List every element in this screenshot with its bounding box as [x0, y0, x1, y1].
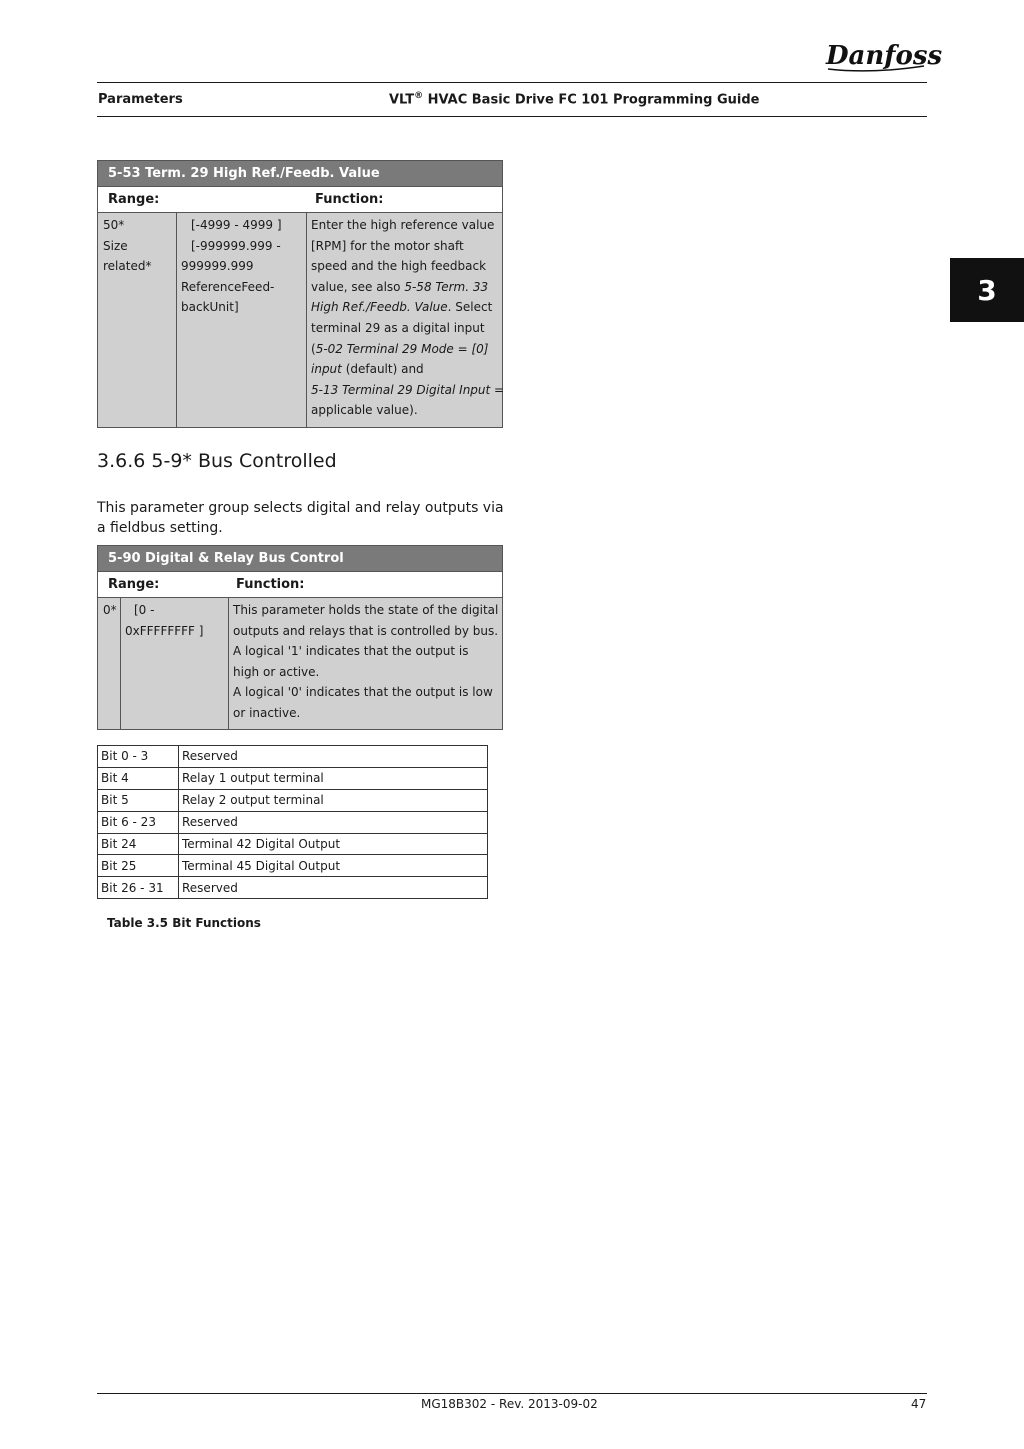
chapter-tab: 3	[950, 258, 1024, 322]
param-link-5-02: 5-02 Terminal 29 Mode = [0]	[315, 341, 489, 356]
table-row: Bit 0 - 3 Reserved	[98, 746, 488, 768]
function-cell: This parameter holds the state of the digital outputs and relays that is controlled by bus. A logical '1' indicates that the output is high or active. A logical '0' indicates that the output is low or inactive.	[233, 603, 499, 720]
footer-doc-code: MG18B302 - Rev. 2013-09-02	[421, 1397, 598, 1411]
range-label: Range:	[108, 577, 160, 592]
header-section: Parameters	[98, 92, 183, 107]
section-heading: 3.6.6 5-9* Bus Controlled	[97, 450, 337, 472]
header-bottom-rule	[97, 116, 927, 117]
danfoss-logo	[822, 36, 943, 76]
footer-rule	[97, 1393, 927, 1394]
table-row: Bit 25 Terminal 45 Digital Output	[98, 855, 488, 877]
section-intro: This parameter group selects digital and relay outputs via a fieldbus setting.	[97, 500, 504, 536]
table-caption: Table 3.5 Bit Functions	[107, 916, 261, 930]
param-5-90-body	[98, 598, 502, 729]
param-5-53-head	[98, 187, 502, 213]
table-row: Bit 6 - 23 Reserved	[98, 811, 488, 833]
function-label: Function:	[315, 192, 384, 207]
table-row: Bit 5 Relay 2 output terminal	[98, 789, 488, 811]
header-top-rule	[97, 82, 927, 83]
param-link-5-13: 5-13 Terminal 29 Digital Input =	[311, 382, 505, 397]
footer-page-number: 47	[911, 1397, 927, 1411]
param-5-53-body	[98, 213, 505, 427]
bit-functions-table	[97, 745, 488, 899]
table-row: Bit 24 Terminal 42 Digital Output	[98, 833, 488, 855]
function-label: Function:	[236, 577, 305, 592]
range-cell: [0 - 0xFFFFFFFF ]	[125, 603, 204, 638]
param-5-90-box	[97, 545, 503, 730]
range-label: Range:	[108, 192, 160, 207]
default-value-cell: 50* Size related*	[103, 218, 152, 274]
table-row: Bit 4 Relay 1 output terminal	[98, 767, 488, 789]
range-cell: [-4999 - 4999 ] [-999999.999 - 999999.999 ReferenceFeed- backUnit]	[181, 218, 282, 315]
param-5-53-title: 5-53 Term. 29 High Ref./Feedb. Value	[98, 161, 502, 187]
svg-text:Danfoss: Danfoss	[826, 41, 943, 71]
param-5-90-title: 5-90 Digital & Relay Bus Control	[98, 546, 502, 572]
header-title: VLT® HVAC Basic Drive FC 101 Programming Guide	[389, 91, 760, 108]
table-row: Bit 26 - 31 Reserved	[98, 877, 488, 899]
param-link-5-58: 5-58 Term. 33	[404, 279, 489, 294]
param-5-90-head	[98, 572, 502, 598]
default-value-cell: 0*	[103, 603, 117, 617]
function-cell: Enter the high reference value [RPM] for the motor shaft speed and the high feedback value, see also 5-58 Term. 33 High Ref./Feedb. Value. Select terminal 29 as a digital input (5-02 Terminal 29 Mode = [0] input (default) and 5-13 Terminal 29 Digital Input = applicable value).	[311, 218, 505, 418]
param-5-53-box	[97, 160, 503, 428]
